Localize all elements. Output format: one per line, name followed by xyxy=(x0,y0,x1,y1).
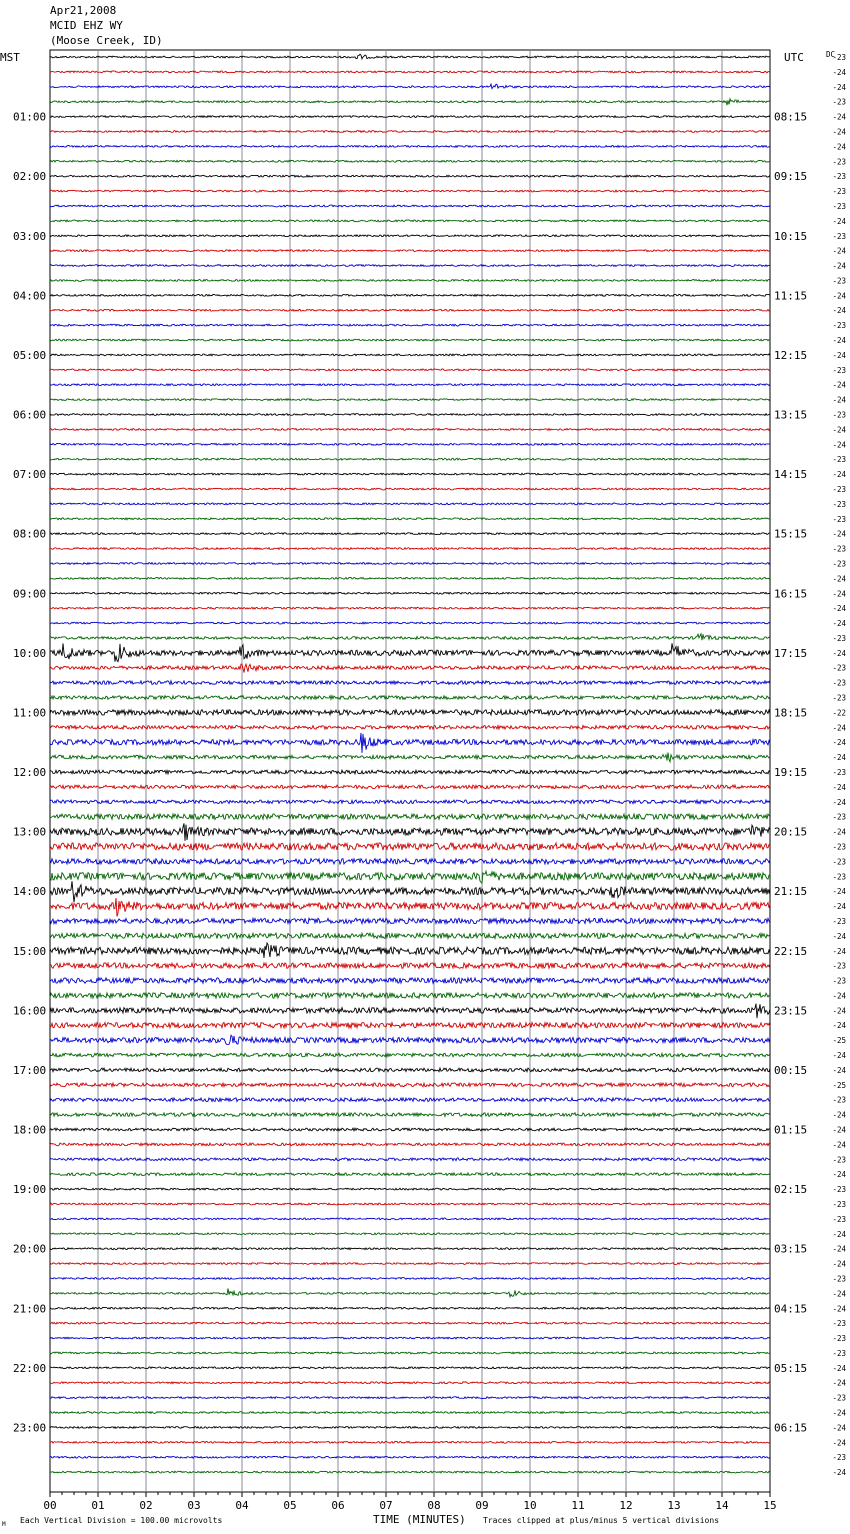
dc-offset-label: -24 xyxy=(832,470,846,480)
clipping-note: Traces clipped at plus/minus 5 vertical divisions xyxy=(483,1516,720,1525)
dc-offset-label: -24 xyxy=(832,797,846,807)
hour-label-utc: 12:15 xyxy=(774,348,808,362)
seismic-trace xyxy=(50,963,770,968)
grid-lines xyxy=(50,50,770,1497)
seismic-trace xyxy=(50,843,770,850)
hour-label-utc: 01:15 xyxy=(774,1123,808,1137)
x-tick-label: 09 xyxy=(475,1499,489,1512)
dc-offset-label: -24 xyxy=(832,738,846,748)
seismic-trace xyxy=(50,1471,770,1473)
dc-offset-label: -24 xyxy=(832,1259,846,1269)
seismic-trace xyxy=(50,871,770,883)
dc-offset-label: -24 xyxy=(832,946,846,956)
dc-offset-label: -23 xyxy=(832,53,846,62)
dc-offset-label: -23 xyxy=(832,1453,846,1463)
x-tick-label: 04 xyxy=(235,1499,249,1512)
dc-offset-label: -23 xyxy=(832,812,846,822)
dc-offset-label: -24 xyxy=(832,574,846,584)
hour-label-utc: 13:15 xyxy=(774,408,808,422)
seismic-trace xyxy=(50,785,770,789)
dc-offset-label: -24 xyxy=(832,440,846,450)
seismic-trace xyxy=(50,696,770,700)
dc-offset-label: -24 xyxy=(832,67,846,77)
hour-label-mst: 23:00 xyxy=(13,1421,47,1435)
hour-label-utc: 17:15 xyxy=(774,646,808,660)
seismic-trace xyxy=(50,859,770,864)
seismic-traces xyxy=(50,54,770,1473)
dc-offset-label: -24 xyxy=(832,931,846,941)
hour-label-mst: 03:00 xyxy=(13,229,47,243)
dc-offset-label: -24 xyxy=(832,1289,846,1299)
dc-offset-label: -24 xyxy=(832,395,846,405)
dc-offset-label: -23 xyxy=(832,1334,846,1344)
seismic-trace xyxy=(50,399,770,401)
seismic-trace xyxy=(50,1004,770,1019)
seismic-trace xyxy=(50,384,770,386)
seismic-trace xyxy=(50,770,770,774)
seismic-trace xyxy=(50,1278,770,1280)
seismic-trace xyxy=(50,294,770,296)
dc-offset-label: -23 xyxy=(832,663,846,673)
dc-offset-label: -24 xyxy=(832,1304,846,1314)
dc-offset-label: -24 xyxy=(832,1065,846,1075)
dc-offset-label: -23 xyxy=(832,1393,846,1403)
seismic-trace xyxy=(50,664,770,672)
dc-offset-label: -24 xyxy=(832,380,846,390)
hour-label-utc: 05:15 xyxy=(774,1361,808,1375)
seismic-trace xyxy=(50,99,770,105)
dc-offset-label: -24 xyxy=(832,1363,846,1373)
dc-offset-label: -24 xyxy=(832,142,846,152)
dc-offset-label: -23 xyxy=(832,276,846,286)
dc-offset-label: -24 xyxy=(832,648,846,658)
x-tick-label: 00 xyxy=(43,1499,57,1512)
seismic-trace xyxy=(50,823,770,840)
dc-offset-label: -23 xyxy=(832,97,846,107)
seismic-trace xyxy=(50,190,770,192)
hour-label-utc: 10:15 xyxy=(774,229,808,243)
dc-offset-label: -24 xyxy=(832,1021,846,1031)
dc-offset-label: -24 xyxy=(832,1378,846,1388)
seismic-trace xyxy=(50,458,770,460)
dc-offset-label: -24 xyxy=(832,1229,846,1239)
seismic-trace xyxy=(50,443,770,445)
dc-offset-label: -24 xyxy=(832,1140,846,1150)
hour-label-mst: 17:00 xyxy=(13,1063,47,1077)
dc-offset-label: -24 xyxy=(832,1051,846,1061)
seismic-trace xyxy=(50,733,770,753)
seismic-trace xyxy=(50,1382,770,1384)
seismic-trace xyxy=(50,643,770,661)
hour-label-mst: 19:00 xyxy=(13,1183,47,1197)
seismic-trace xyxy=(50,220,770,222)
hour-label-mst: 05:00 xyxy=(13,348,47,362)
dc-offset-label: -23 xyxy=(832,484,846,494)
seismic-trace xyxy=(50,1128,770,1131)
seismic-trace xyxy=(50,1143,770,1146)
seismic-trace xyxy=(50,993,770,998)
x-tick-label: 13 xyxy=(667,1499,681,1512)
seismic-trace xyxy=(50,1352,770,1354)
hour-label-utc: 00:15 xyxy=(774,1063,808,1077)
corner-mark: M xyxy=(2,1521,6,1528)
seismic-trace xyxy=(50,681,770,685)
x-tick-label: 11 xyxy=(571,1499,585,1512)
hour-label-mst: 12:00 xyxy=(13,766,47,779)
dc-offset-label: -22 xyxy=(832,708,846,718)
dc-offset-label: -24 xyxy=(832,112,846,122)
seismic-trace xyxy=(50,1427,770,1429)
dc-offset-label: -24 xyxy=(832,589,846,599)
seismic-trace xyxy=(50,1233,770,1235)
seismic-trace xyxy=(50,710,770,715)
seismic-trace xyxy=(50,578,770,580)
dc-offset-label: -24 xyxy=(832,1125,846,1135)
dc-offset-label: -24 xyxy=(832,1244,846,1254)
dc-offset-label: -24 xyxy=(832,306,846,316)
seismic-trace xyxy=(50,309,770,311)
dc-offset-label: -23 xyxy=(832,1274,846,1284)
seismic-trace xyxy=(50,1456,770,1458)
dc-offset-label: -23 xyxy=(832,1155,846,1165)
seismic-trace xyxy=(50,339,770,341)
seismic-trace xyxy=(50,71,770,73)
dc-offset-label: -24 xyxy=(832,261,846,271)
vertical-division-note: Each Vertical Division = 100.00 microvolts xyxy=(20,1516,223,1525)
seismic-trace xyxy=(50,131,770,133)
seismic-trace xyxy=(50,1158,770,1161)
hour-label-mst: 15:00 xyxy=(13,944,47,958)
dc-offset-label: -24 xyxy=(832,619,846,629)
hour-label-utc: 08:15 xyxy=(774,110,808,124)
seismic-trace xyxy=(50,265,770,267)
dc-offset-label: -23 xyxy=(832,1348,846,1358)
seismic-trace xyxy=(50,943,770,958)
header-date: Apr21,2008 xyxy=(50,4,117,17)
dc-offset-label: -23 xyxy=(832,514,846,524)
seismic-trace xyxy=(50,548,770,550)
seismic-trace xyxy=(50,622,770,624)
dc-offset-label: -24 xyxy=(832,1468,846,1478)
seismic-trace xyxy=(50,429,770,431)
dc-label: DC xyxy=(826,50,836,59)
seismic-trace xyxy=(50,978,770,983)
seismic-trace xyxy=(50,54,770,59)
seismic-trace xyxy=(50,146,770,148)
dc-offset-label: -23 xyxy=(832,1095,846,1105)
seismic-trace xyxy=(50,1248,770,1250)
hour-label-utc: 22:15 xyxy=(774,944,808,958)
dc-offset-label: -25 xyxy=(832,1036,846,1046)
x-tick-label: 08 xyxy=(427,1499,441,1512)
seismic-trace xyxy=(50,1218,770,1220)
seismic-trace xyxy=(50,250,770,252)
hour-label-utc: 19:15 xyxy=(774,766,808,779)
seismic-trace xyxy=(50,1412,770,1414)
dc-offset-label: -23 xyxy=(832,499,846,509)
seismic-trace xyxy=(50,592,770,594)
dc-offset-label: -24 xyxy=(832,529,846,539)
seismic-trace xyxy=(50,898,770,916)
hour-label-mst: 04:00 xyxy=(13,289,47,303)
dc-offset-label: -23 xyxy=(832,365,846,375)
dc-offset-label: -23 xyxy=(832,201,846,211)
seismic-trace xyxy=(50,753,770,762)
dc-offset-label: -24 xyxy=(832,82,846,92)
hour-label-mst: 22:00 xyxy=(13,1361,47,1375)
seismic-trace xyxy=(50,84,770,89)
seismic-trace xyxy=(50,1263,770,1265)
x-tick-label: 15 xyxy=(763,1499,777,1512)
seismic-trace xyxy=(50,175,770,177)
dc-offset-label: -24 xyxy=(832,1110,846,1120)
dc-offset-label: -23 xyxy=(832,1185,846,1195)
axis-labels xyxy=(0,50,846,1528)
dc-offset-label: -24 xyxy=(832,902,846,912)
hour-label-utc: 09:15 xyxy=(774,170,808,184)
dc-offset-label: -23 xyxy=(832,321,846,331)
hour-label-utc: 15:15 xyxy=(774,527,808,541)
dc-offset-label: -23 xyxy=(832,1214,846,1224)
x-tick-label: 03 xyxy=(187,1499,201,1512)
seismic-trace xyxy=(50,563,770,565)
seismic-trace xyxy=(50,1188,770,1190)
hour-label-utc: 06:15 xyxy=(774,1421,808,1435)
dc-offset-label: -24 xyxy=(832,723,846,733)
seismic-trace xyxy=(50,488,770,490)
seismic-trace xyxy=(50,1098,770,1102)
seismic-trace xyxy=(50,235,770,237)
seismic-trace xyxy=(50,1441,770,1443)
dc-offset-label: -24 xyxy=(832,991,846,1001)
seismic-trace xyxy=(50,726,770,730)
seismic-trace xyxy=(50,1173,770,1176)
dc-offset-label: -24 xyxy=(832,246,846,256)
seismic-trace xyxy=(50,933,770,938)
hour-label-utc: 03:15 xyxy=(774,1242,808,1256)
dc-offset-label: -23 xyxy=(832,693,846,703)
dc-offset-label: -23 xyxy=(832,842,846,852)
dc-offset-label: -24 xyxy=(832,887,846,897)
dc-offset-label: -24 xyxy=(832,425,846,435)
seismic-trace xyxy=(50,607,770,609)
dc-offset-label: -24 xyxy=(832,127,846,137)
seismic-trace xyxy=(50,1113,770,1117)
dc-offset-label: -24 xyxy=(832,291,846,301)
hour-label-mst: 02:00 xyxy=(13,170,47,184)
hour-label-utc: 21:15 xyxy=(774,885,808,899)
seismic-trace xyxy=(50,205,770,207)
dc-offset-label: -23 xyxy=(832,544,846,554)
seismic-trace xyxy=(50,800,770,804)
hour-label-mst: 07:00 xyxy=(13,468,47,482)
seismic-trace xyxy=(50,1203,770,1205)
seismic-trace xyxy=(50,918,770,923)
seismic-trace xyxy=(50,414,770,416)
dc-offset-label: -23 xyxy=(832,455,846,465)
seismic-trace xyxy=(50,518,770,520)
dc-offset-label: -23 xyxy=(832,1199,846,1209)
dc-offset-label: -24 xyxy=(832,336,846,346)
dc-offset-label: -24 xyxy=(832,350,846,360)
dc-offset-label: -24 xyxy=(832,1408,846,1418)
seismic-trace xyxy=(50,814,770,819)
hour-label-mst: 01:00 xyxy=(13,110,47,124)
x-tick-label: 10 xyxy=(523,1499,537,1512)
seismic-trace xyxy=(50,1367,770,1369)
dc-offset-label: -24 xyxy=(832,1006,846,1016)
x-tick-label: 01 xyxy=(91,1499,105,1512)
hour-label-mst: 11:00 xyxy=(13,706,47,720)
dc-offset-label: -24 xyxy=(832,1170,846,1180)
right-timezone-label: UTC xyxy=(784,51,804,64)
hour-label-utc: 18:15 xyxy=(774,706,808,720)
dc-offset-label: -23 xyxy=(832,768,846,777)
header-location: (Moose Creek, ID) xyxy=(50,34,163,47)
dc-offset-label: -23 xyxy=(832,559,846,569)
seismic-trace xyxy=(50,1397,770,1399)
dc-offset-label: -23 xyxy=(832,157,846,167)
dc-offset-label: -23 xyxy=(832,916,846,926)
x-axis-title: TIME (MINUTES) xyxy=(373,1513,466,1526)
dc-offset-label: -23 xyxy=(832,410,846,420)
seismic-trace xyxy=(50,116,770,118)
seismic-trace xyxy=(50,1035,770,1044)
x-tick-label: 06 xyxy=(331,1499,345,1512)
hour-label-utc: 23:15 xyxy=(774,1004,808,1018)
seismic-trace xyxy=(50,533,770,535)
seismic-trace xyxy=(50,881,770,902)
dc-offset-label: -24 xyxy=(832,604,846,614)
dc-offset-label: -24 xyxy=(832,782,846,792)
dc-offset-label: -24 xyxy=(832,1438,846,1448)
x-tick-label: 12 xyxy=(619,1499,633,1512)
hour-label-utc: 02:15 xyxy=(774,1183,808,1197)
hour-label-utc: 11:15 xyxy=(774,289,808,303)
dc-offset-label: -23 xyxy=(832,172,846,182)
seismic-trace xyxy=(50,160,770,162)
dc-offset-label: -23 xyxy=(832,976,846,986)
hour-label-mst: 08:00 xyxy=(13,527,47,541)
hour-label-utc: 20:15 xyxy=(774,825,808,839)
dc-offset-label: -24 xyxy=(832,753,846,763)
x-tick-label: 14 xyxy=(715,1499,729,1512)
hour-label-mst: 06:00 xyxy=(13,408,47,422)
hour-label-mst: 20:00 xyxy=(13,1242,47,1256)
hour-label-mst: 10:00 xyxy=(13,646,47,660)
dc-offset-label: -24 xyxy=(832,1423,846,1433)
seismic-trace xyxy=(50,324,770,326)
hour-label-utc: 04:15 xyxy=(774,1302,808,1316)
dc-offset-label: -24 xyxy=(832,216,846,226)
dc-offset-label: -23 xyxy=(832,1319,846,1329)
seismic-trace xyxy=(50,1068,770,1072)
dc-offset-label: -24 xyxy=(832,827,846,837)
hour-label-mst: 21:00 xyxy=(13,1302,47,1316)
seismic-trace xyxy=(50,1083,770,1087)
hour-label-utc: 16:15 xyxy=(774,587,808,601)
dc-offset-label: -25 xyxy=(832,1080,846,1090)
dc-offset-label: -23 xyxy=(832,678,846,688)
hour-label-mst: 14:00 xyxy=(13,885,47,899)
seismic-trace xyxy=(50,354,770,356)
seismic-trace xyxy=(50,1053,770,1057)
seismic-trace xyxy=(50,1288,770,1296)
seismic-trace xyxy=(50,473,770,475)
seismic-trace xyxy=(50,634,770,640)
dc-offset-label: -23 xyxy=(832,187,846,197)
x-tick-label: 07 xyxy=(379,1499,393,1512)
hour-label-mst: 13:00 xyxy=(13,825,47,839)
hour-label-utc: 14:15 xyxy=(774,468,808,482)
dc-offset-label: -23 xyxy=(832,961,846,971)
x-tick-label: 05 xyxy=(283,1499,297,1512)
seismic-trace xyxy=(50,1307,770,1309)
dc-offset-label: -23 xyxy=(832,872,846,882)
header-station: MCID EHZ WY xyxy=(50,19,123,32)
seismic-trace xyxy=(50,1337,770,1339)
dc-offset-label: -23 xyxy=(832,857,846,867)
dc-offset-label: -23 xyxy=(832,633,846,643)
seismic-trace xyxy=(50,280,770,282)
seismic-trace xyxy=(50,1322,770,1324)
hour-label-mst: 09:00 xyxy=(13,587,47,601)
x-tick-label: 02 xyxy=(139,1499,153,1512)
seismic-trace xyxy=(50,1023,770,1028)
hour-label-mst: 16:00 xyxy=(13,1004,47,1018)
dc-offset-label: -23 xyxy=(832,231,846,241)
seismic-trace xyxy=(50,369,770,371)
hour-label-mst: 18:00 xyxy=(13,1123,47,1137)
seismic-trace xyxy=(50,503,770,505)
left-timezone-label: MST xyxy=(0,51,20,64)
